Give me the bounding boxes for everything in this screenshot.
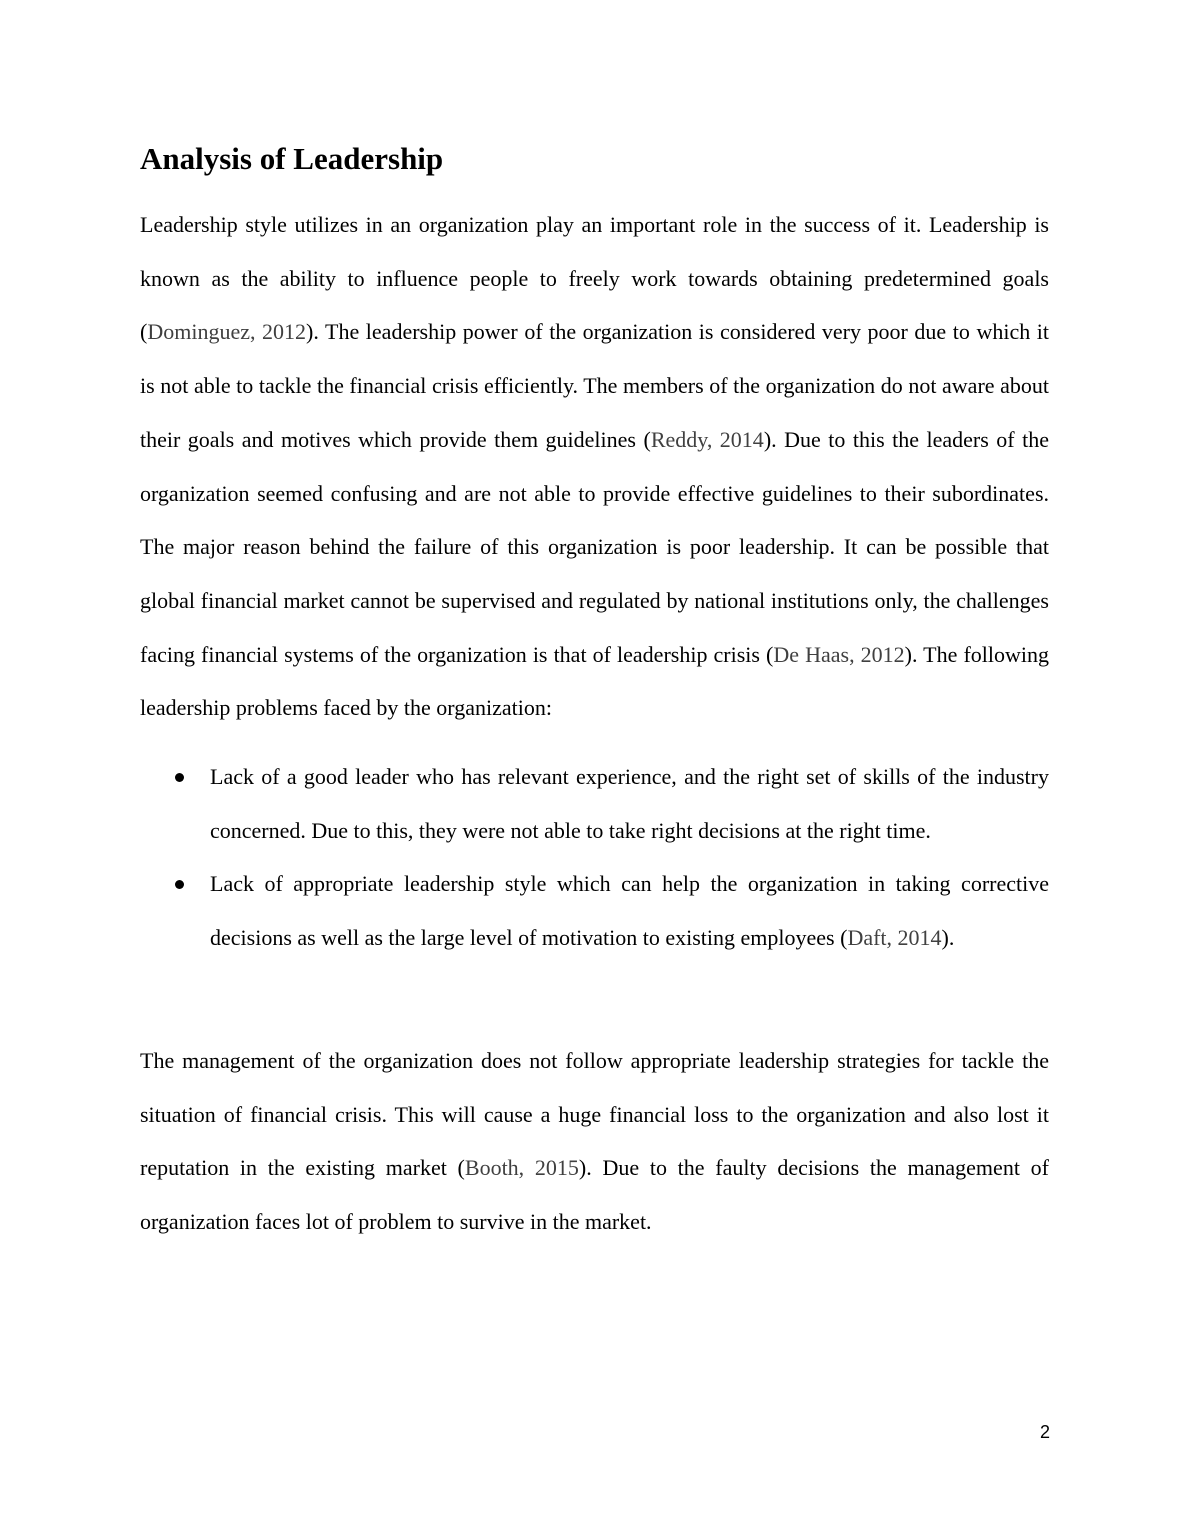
paragraph-text: Leadership style utilizes in an organization play an important role in the success of it. Leadership is known as the ability to influence people to freely work towards obtaining predetermined goals ( bbox=[140, 212, 1049, 345]
bullet-icon bbox=[175, 773, 184, 782]
bullet-icon bbox=[175, 880, 184, 889]
list-item bbox=[140, 857, 1049, 964]
citation: Daft, 2014 bbox=[847, 925, 942, 951]
list-item-text: Lack of a good leader who has relevant experience, and the right set of skills of the industry concerned. Due to this, they were not able to take right decisions at the right time. bbox=[210, 764, 1049, 843]
page-number: 2 bbox=[1039, 1422, 1050, 1442]
citation: De Haas, 2012 bbox=[773, 641, 905, 667]
list-item bbox=[140, 750, 1049, 857]
list-item-text: ). bbox=[941, 925, 955, 951]
citation: Reddy, 2014 bbox=[650, 426, 764, 452]
paragraph-text: ). Due to this the leaders of the organization seemed confusing and are not able to provide effective guidelines to their subordinates. The major reason behind the failure of this organization is poor leadership. It can be possible that global financial market cannot be supervised and regulated by national institutions only, the challenges facing financial systems of the organization is that of leadership crisis ( bbox=[140, 426, 1049, 667]
citation: Booth, 2015 bbox=[464, 1155, 579, 1181]
bullet-list bbox=[140, 750, 1049, 965]
list-item-text: Lack of appropriate leadership style which can help the organization in taking corrective decisions as well as the large level of motivation to existing employees ( bbox=[210, 871, 1049, 951]
paragraph-text: ). The leadership power of the organization is considered very poor due to which it is not able to tackle the financial crisis efficiently. The members of the organization do not aware about their goals and motives which provide them guidelines ( bbox=[140, 319, 1049, 452]
citation: Dominguez, 2012 bbox=[147, 319, 307, 345]
paragraph-text: ). The following leadership problems faced by the organization: bbox=[140, 641, 1049, 721]
body-paragraph-2 bbox=[140, 1034, 1049, 1249]
section-heading: Analysis of Leadership bbox=[140, 141, 444, 176]
body-paragraph-1 bbox=[140, 198, 1049, 735]
paragraph-text: The management of the organization does not follow appropriate leadership strategies for tackle the situation of financial crisis. This will cause a huge financial loss to the organization and also lost it reputation in the existing market ( bbox=[140, 1048, 1049, 1181]
paragraph-text: ). Due to the faulty decisions the management of organization faces lot of problem to survive in the market. bbox=[140, 1155, 1049, 1235]
